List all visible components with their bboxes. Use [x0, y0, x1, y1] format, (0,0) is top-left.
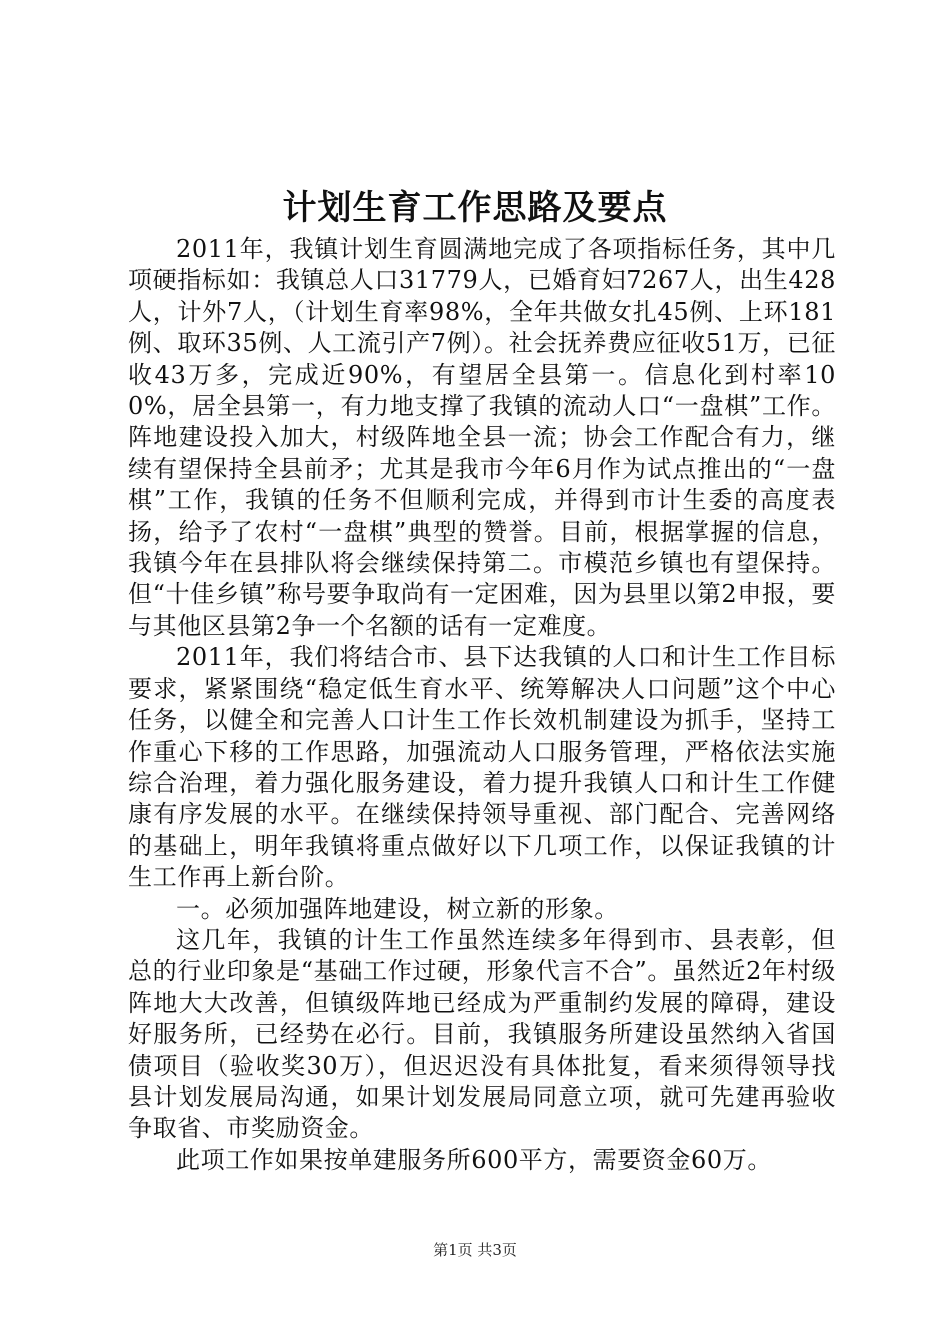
paragraph-funding: 此项工作如果按单建服务所600平方，需要资金60万。 [176, 1145, 772, 1174]
paragraph-plan-2011: 2011年，我们将结合市、县下达我镇的人口和计生工作目标要求，紧紧围绕“稳定低生育水平、统筹解决人口问题”这个中心任务，以健全和完善人口计生工作长效机制建设为抓手，坚持工作重心下移的工作思路，加强流动人口服务管理，严格依法实施综合治理，着力强化服务建设，着力提升我镇人口和计生工作健康有序发展的水平。在继续保持领导重视、部门配合、完善网络的基础上，明年我镇将重点做好以下几项工作，以保证我镇的计生工作再上新台阶。 [128, 643, 836, 892]
page-footer: 第1页 共3页 [433, 1241, 517, 1259]
document-body [128, 234, 836, 1176]
section-heading-1: 一。必须加强阵地建设，树立新的形象。 [176, 894, 619, 923]
paragraph-summary-2011: 2011年，我镇计划生育圆满地完成了各项指标任务，其中几项硬指标如：我镇总人口31779人，已婚育妇7267人，出生428人，计外7人，（计划生育率98%，全年共做女扎45例、上环181例、取环35例、人工流引产7例）。社会抚养费应征收51万，已征收43万多，完成近90%，有望居全县第一。信息化到村率100%，居全县第一，有力地支撑了我镇的流动人口“一盘棋”工作。阵地建设投入加大，村级阵地全县一流；协会工作配合有力，继续有望保持全县前矛；尤其是我市今年6月作为试点推出的“一盘棋”工作，我镇的任务不但顺利完成，并得到市计生委的高度表扬，给予了农村“一盘棋”典型的赞誉。目前，根据掌握的信息，我镇今年在县排队将会继续保持第二。市模范乡镇也有望保持。但“十佳乡镇”称号要争取尚有一定困难，因为县里以第2申报，要与其他区县第2争一个名额的话有一定难度。 [128, 235, 836, 640]
document-title: 计划生育工作思路及要点 [282, 188, 668, 228]
paragraph-facility-building: 这几年，我镇的计生工作虽然连续多年得到市、县表彰，但总的行业印象是“基础工作过硬，形象代言不合”。虽然近2年村级阵地大大改善，但镇级阵地已经成为严重制约发展的障碍，建设好服务所，已经势在必行。目前，我镇服务所建设虽然纳入省国债项目（验收奖30万），但迟迟没有具体批复，看来须得领导找县计划发展局沟通，如果计划发展局同意立项，就可先建再验收争取省、市奖励资金。 [128, 925, 836, 1143]
